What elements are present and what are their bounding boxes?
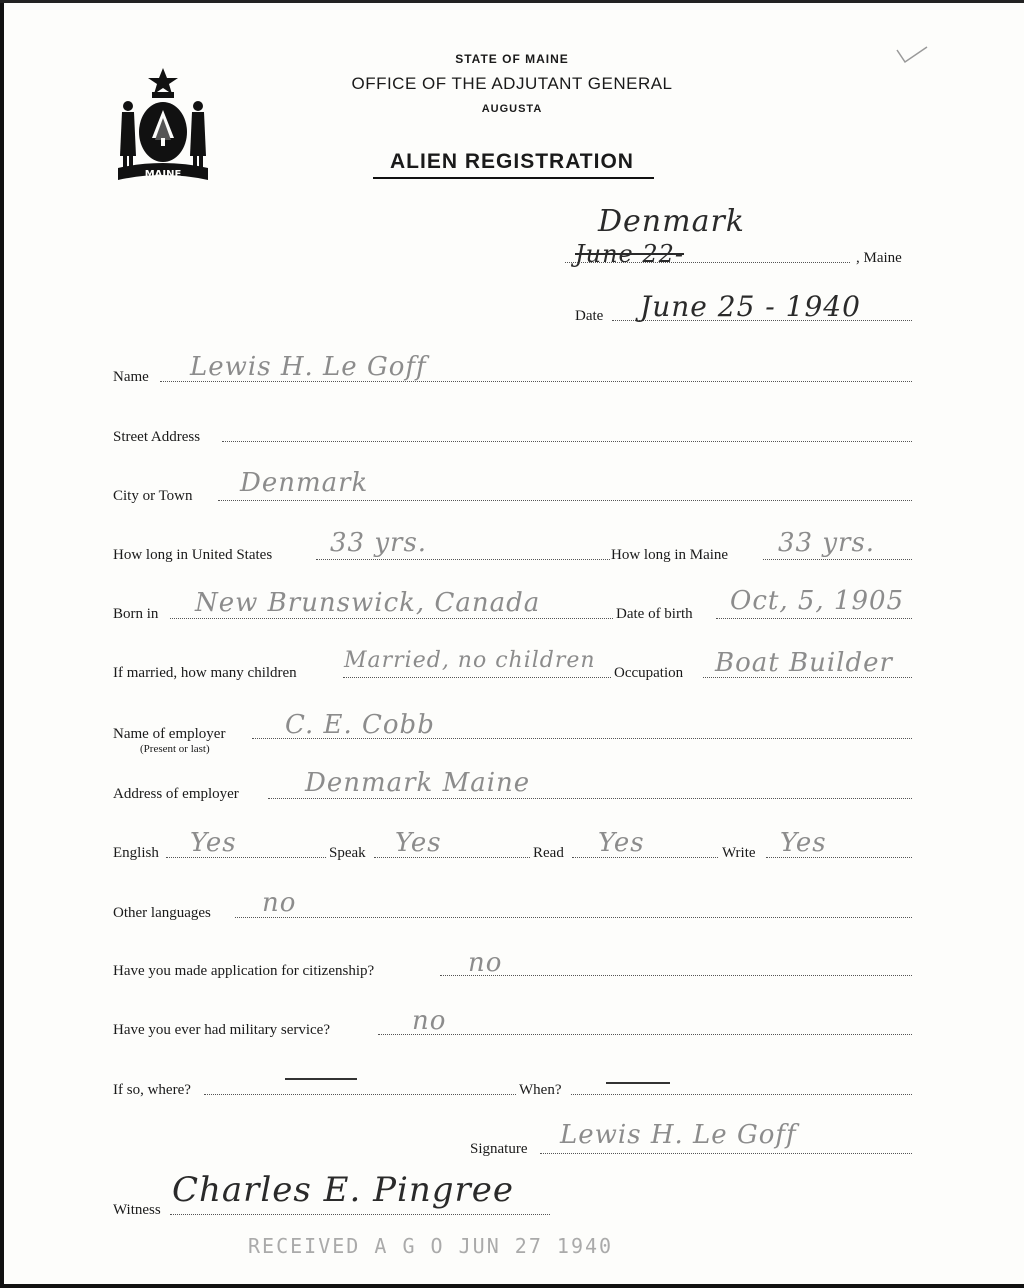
employer-label: Name of employer (113, 726, 226, 742)
write-label: Write (722, 845, 756, 861)
employer-sublabel: (Present or last) (140, 743, 210, 755)
english-value: Yes (190, 828, 237, 858)
signature-value: Lewis H. Le Goff (560, 1120, 797, 1150)
citizenship-label: Have you made application for citizenship? (113, 963, 375, 979)
when-label: When? (519, 1082, 562, 1098)
how-long-maine-value: 33 yrs. (778, 528, 876, 558)
married-label: If married, how many children (113, 665, 297, 681)
form-title: ALIEN REGISTRATION (390, 150, 634, 173)
citizenship-value: no (468, 948, 503, 978)
english-label: English (113, 845, 159, 861)
citizenship-line (440, 975, 912, 976)
street-label: Street Address (113, 429, 201, 445)
witness-value: Charles E. Pingree (172, 1170, 515, 1210)
name-value: Lewis H. Le Goff (190, 352, 427, 382)
where-line (204, 1094, 516, 1095)
title-underline (373, 177, 654, 179)
seal-banner-text: MAINE (144, 169, 182, 180)
town-handwritten: Denmark (598, 204, 745, 239)
military-value: no (412, 1006, 447, 1036)
how-long-maine-line (763, 559, 912, 560)
city-line (218, 500, 912, 501)
street-line (222, 441, 912, 442)
military-label: Have you ever had military service? (113, 1022, 330, 1038)
speak-label: Speak (329, 845, 366, 861)
military-line (378, 1034, 912, 1035)
dob-value: Oct, 5, 1905 (730, 586, 905, 616)
city-value: Denmark (240, 468, 369, 498)
signature-label: Signature (470, 1141, 528, 1157)
where-label: If so, where? (113, 1082, 191, 1098)
how-long-us-value: 33 yrs. (330, 528, 428, 558)
dob-line (716, 618, 912, 619)
read-value: Yes (598, 828, 645, 858)
born-in-line (170, 618, 613, 619)
where-dash (285, 1078, 357, 1080)
write-value: Yes (780, 828, 827, 858)
scan-border-left (0, 0, 4, 1288)
read-label: Read (533, 845, 564, 861)
when-dash (606, 1082, 670, 1084)
maine-seal-icon (108, 66, 218, 186)
other-languages-value: no (262, 888, 297, 918)
maine-suffix: , Maine (856, 250, 902, 266)
employer-address-value: Denmark Maine (305, 768, 531, 798)
born-in-label: Born in (113, 606, 159, 622)
born-in-value: New Brunswick, Canada (195, 588, 541, 618)
scan-border-bottom (0, 1284, 1024, 1288)
other-languages-label: Other languages (113, 905, 211, 921)
employer-address-label: Address of employer (113, 786, 239, 802)
employer-address-line (268, 798, 912, 799)
checkmark-icon (895, 44, 929, 66)
date-value: June 25 - 1940 (640, 290, 861, 323)
scan-border-top (0, 0, 1024, 3)
witness-line (170, 1214, 550, 1215)
office-heading: OFFICE OF THE ADJUTANT GENERAL (351, 74, 673, 93)
employer-value: C. E. Cobb (285, 710, 435, 740)
occupation-value: Boat Builder (715, 648, 893, 678)
occupation-label: Occupation (614, 665, 684, 681)
read-line (572, 857, 718, 858)
struck-date: June 22- (575, 240, 685, 268)
other-languages-line (235, 917, 912, 918)
speak-value: Yes (395, 828, 442, 858)
received-stamp: RECEIVED A G O JUN 27 1940 (248, 1234, 614, 1258)
married-value: Married, no children (344, 648, 596, 673)
how-long-us-line (316, 559, 610, 560)
date-label: Date (575, 308, 604, 324)
when-line (571, 1094, 912, 1095)
dob-label: Date of birth (616, 606, 693, 622)
place-line (565, 262, 850, 263)
city-heading: AUGUSTA (481, 103, 543, 115)
how-long-us-label: How long in United States (113, 547, 273, 563)
city-label: City or Town (113, 488, 193, 504)
witness-label: Witness (113, 1202, 161, 1218)
how-long-maine-label: How long in Maine (611, 547, 729, 563)
name-label: Name (113, 369, 149, 385)
state-heading: STATE OF MAINE (455, 52, 569, 66)
married-line (343, 677, 611, 678)
signature-line (540, 1153, 912, 1154)
